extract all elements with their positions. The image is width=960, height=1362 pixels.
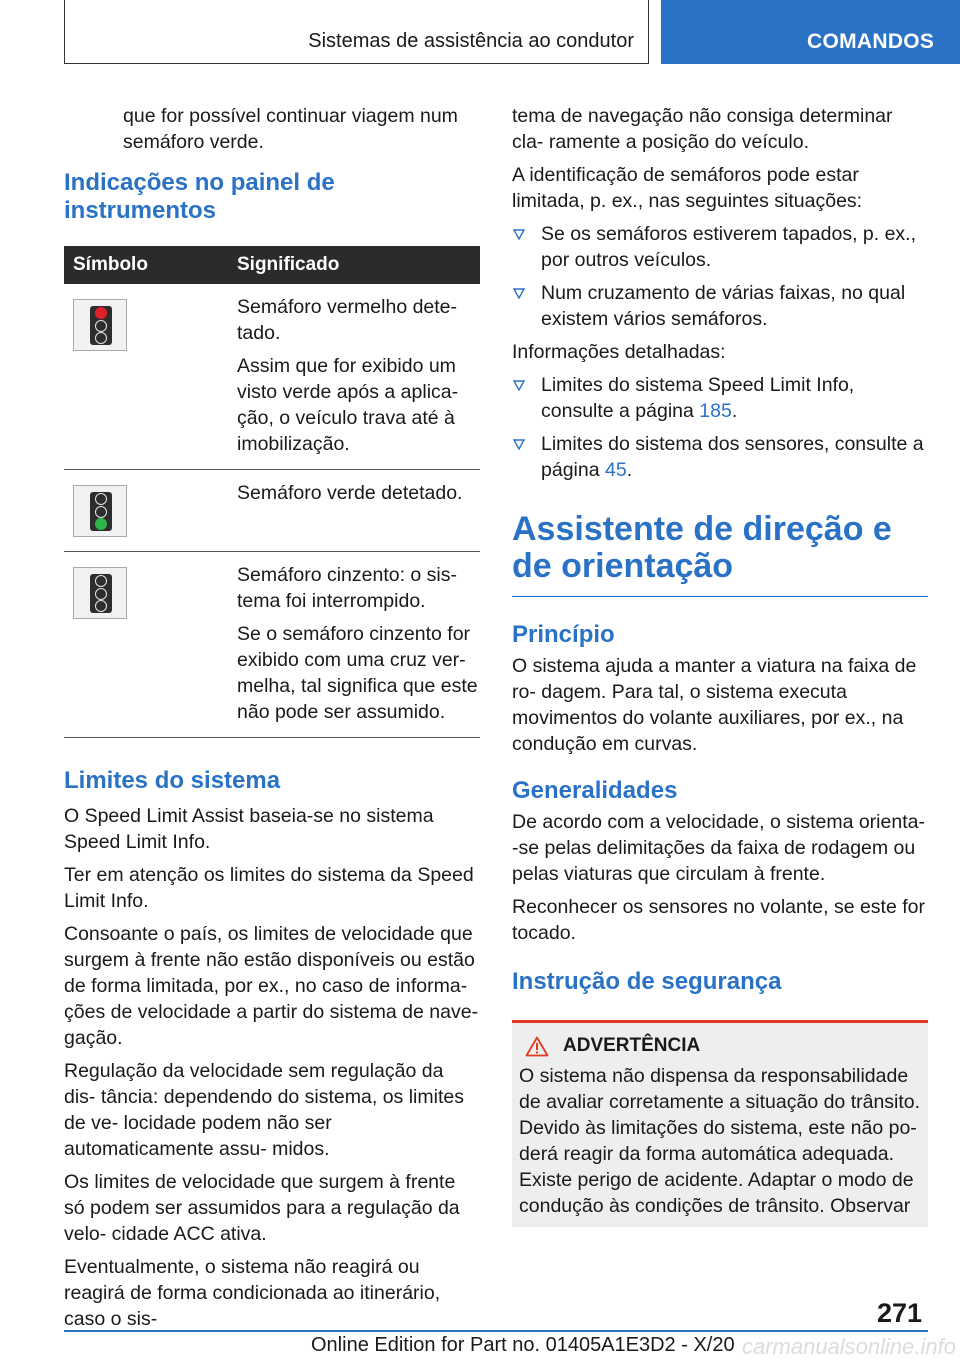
table-row [64,284,480,470]
heading-steering-assistant: Assistente de direção e de orientação [512,511,928,597]
triangle-bullet-icon [512,280,541,332]
table-cell-text: Semáforo cinzento: o sis- tema foi interrompido. [237,564,458,612]
warning-header [519,1035,921,1057]
paragraph: O sistema ajuda a manter a viatura na faixa de ro- dagem. Para tal, o sistema executa movimentos do volante auxiliares, por ex., na condução em curvas. [512,655,917,755]
warning-triangle-icon [525,1036,549,1057]
table-cell-text: Assim que for exibido um visto verde após a aplica- ção, o veículo trava até à imobilização. [237,355,459,455]
list-item: Se os semáforos estiverem tapados, p. ex., por outros veículos. [512,221,928,273]
traffic-light-red-icon [73,299,127,351]
bullet-list [512,372,928,483]
traffic-light-green-icon [73,485,127,537]
paragraph: O Speed Limit Assist baseia-se no sistema Speed Limit Info. [64,805,434,853]
paragraph: Regulação da velocidade sem regulação da dis- tância: dependendo do sistema, os limites de ve- locidade podem não ser automaticamente assu- midos. [64,1060,464,1160]
paragraph: De acordo com a velocidade, o sistema orienta- -se pelas delimitações da faixa de rodagem ou pelas viaturas que circulam à frente. [512,811,925,885]
paragraph: Eventualmente, o sistema não reagirá ou reagirá de forma condicionada ao itinerário, caso o sis- [64,1256,441,1330]
triangle-bullet-icon [512,221,541,273]
page-link[interactable]: 185 [699,400,732,422]
list-item: Num cruzamento de várias faixas, no qual existem vários semáforos. [512,280,928,332]
heading-safety: Instrução de segurança [512,968,782,995]
paragraph: Os limites de velocidade que surgem à frente só podem ser assumidos para a regulação da velo- cidade ACC ativa. [64,1171,460,1245]
paragraph: A identificação de semáforos pode estar limitada, p. ex., nas seguintes situações: [512,164,863,212]
table-cell-text: Semáforo verde detetado. [237,482,463,504]
triangle-bullet-icon [512,431,541,483]
paragraph: Informações detalhadas: [512,341,726,363]
warning-box [512,1020,928,1227]
footer-edition: Online Edition for Part no. 01405A1E3D2 - X/20 [311,1334,735,1356]
heading-principle: Princípio [512,621,615,648]
right-column [512,103,928,1227]
page-number: 271 [876,1298,922,1328]
table-row [64,552,480,738]
list-item: Limites do sistema dos sensores, consulte a página 45. [512,431,928,483]
table-header-symbol: Símbolo [73,254,148,275]
watermark: carmanualsonline.info [741,1334,956,1359]
symbol-table [64,246,480,738]
triangle-bullet-icon [512,372,541,424]
paragraph: Consoante o país, os limites de velocidade que surgem à frente não estão disponíveis ou estão de forma limitada, por ex., no caso de informa- ções de velocidade a partir do sistema de nave- gação. [64,923,479,1049]
table-row [64,470,480,552]
warning-text: O sistema não dispensa da responsabilidade de avaliar corretamente a situação do trânsito. Devido às limitações do sistema, este não po- derá reagir da forma automática adequada. Existe perigo de acidente. Adaptar o modo de condução às condições de trânsito. Observar [519,1065,921,1217]
warning-title: ADVERTÊNCIA [563,1035,701,1056]
table-header-meaning: Significado [237,254,340,275]
paragraph: Ter em atenção os limites do sistema da Speed Limit Info. [64,864,474,912]
header-chapter-tab[interactable] [661,0,960,64]
intro-paragraph: que for possível continuar viagem num semáforo verde. [123,105,458,153]
bullet-list [512,221,928,332]
table-cell-text: Semáforo vermelho dete- tado. [237,296,458,344]
table-header [64,246,480,284]
page-link[interactable]: 45 [604,459,627,481]
paragraph: tema de navegação não consiga determinar cla- ramente a posição do veículo. [512,105,893,153]
chapter-title: COMANDOS [807,30,935,53]
list-item: Limites do sistema Speed Limit Info, consulte a página 185. [512,372,928,424]
heading-instrument-indications: Indicações no painel de instrumentos [64,169,335,224]
table-cell-text: Se o semáforo cinzento for exibido com uma cruz ver- melha, tal significa que este não pode ser assumido. [237,623,478,723]
footer-divider [64,1330,928,1332]
heading-system-limits: Limites do sistema [64,767,281,794]
heading-general: Generalidades [512,777,678,804]
section-title: Sistemas de assistência ao condutor [308,30,634,52]
left-column [64,103,480,1339]
traffic-light-grey-icon [73,567,127,619]
header-section-box [64,0,649,64]
paragraph: Reconhecer os sensores no volante, se este for tocado. [512,896,925,944]
